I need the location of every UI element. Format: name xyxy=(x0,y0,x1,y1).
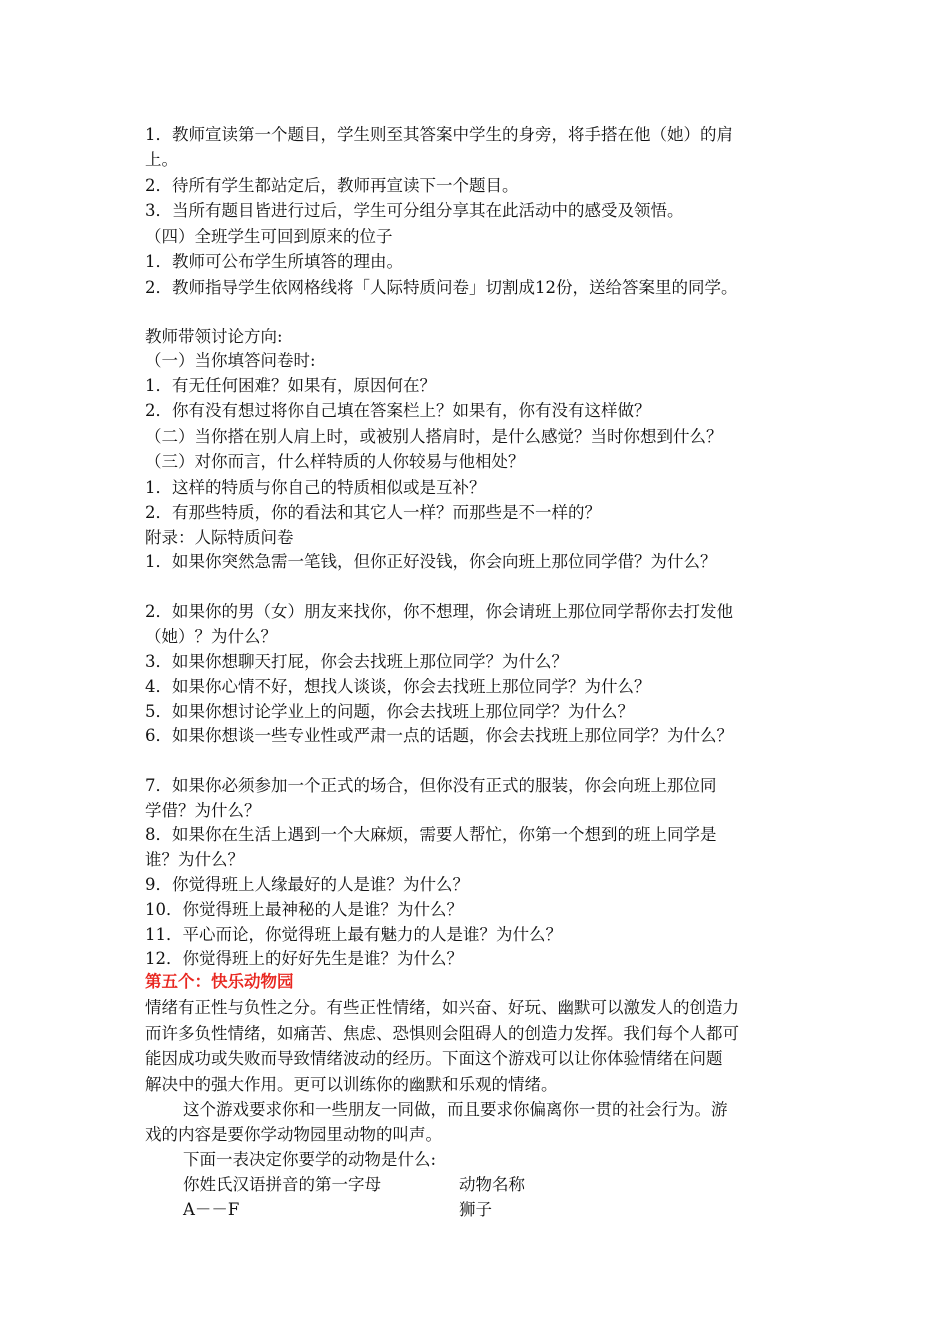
table-header-letter: 你姓氏汉语拼音的第一字母 xyxy=(183,1175,381,1194)
text-line: 4．如果你心情不好，想找人谈谈，你会去找班上那位同学？为什么？ xyxy=(145,677,651,696)
text-line: 10．你觉得班上最神秘的人是谁？为什么？ xyxy=(145,900,463,919)
table-cell-letter: A－－F xyxy=(183,1200,240,1219)
paragraph-line: 能因成功或失败而导致情绪波动的经历。下面这个游戏可以让你体验情绪在问题 xyxy=(145,1049,723,1068)
text-line: （一）当你填答问卷时: xyxy=(145,351,316,370)
text-line: 上。 xyxy=(145,150,178,169)
table-cell-animal: 狮子 xyxy=(459,1200,492,1219)
text-line: 7．如果你必须参加一个正式的场合，但你没有正式的服装，你会向班上那位同 xyxy=(145,776,717,795)
text-line: 1．有无任何困难？如果有，原因何在？ xyxy=(145,376,436,395)
paragraph-line: 而许多负性情绪，如痛苦、焦虑、恐惧则会阻碍人的创造力发挥。我们每个人都可 xyxy=(145,1024,739,1043)
paragraph-line: 解决中的强大作用。更可以训练你的幽默和乐观的情绪。 xyxy=(145,1075,558,1094)
text-line: （二）当你搭在别人肩上时，或被别人搭肩时，是什么感觉？当时你想到什么？ xyxy=(145,427,723,446)
text-line: 附录：人际特质问卷 xyxy=(145,528,294,547)
text-line: 2．教师指导学生依网格线将「人际特质问卷」切割成12份，送给答案里的同学。 xyxy=(145,278,738,297)
text-line: 2．你有没有想过将你自己填在答案栏上？如果有，你有没有这样做？ xyxy=(145,401,651,420)
text-line: （她）？为什么？ xyxy=(145,627,277,646)
table-header-animal: 动物名称 xyxy=(459,1175,525,1194)
paragraph-line: 下面一表决定你要学的动物是什么: xyxy=(183,1150,437,1169)
paragraph-line: 情绪有正性与负性之分。有些正性情绪，如兴奋、好玩、幽默可以激发人的创造力 xyxy=(145,998,739,1017)
text-line: 12．你觉得班上的好好先生是谁？为什么？ xyxy=(145,949,463,968)
section-heading: 第五个：快乐动物园 xyxy=(145,972,294,991)
text-line: （三）对你而言，什么样特质的人你较易与他相处？ xyxy=(145,452,525,471)
text-line: 8．如果你在生活上遇到一个大麻烦，需要人帮忙，你第一个想到的班上同学是 xyxy=(145,825,717,844)
text-line: 6．如果你想谈一些专业性或严肃一点的话题，你会去找班上那位同学？为什么？ xyxy=(145,726,733,745)
text-line: 谁？为什么？ xyxy=(145,850,244,869)
text-line: 1．教师可公布学生所填答的理由。 xyxy=(145,252,403,271)
text-line: 教师带领讨论方向: xyxy=(145,327,283,346)
text-line: 2．有那些特质，你的看法和其它人一样？而那些是不一样的？ xyxy=(145,503,601,522)
text-line: 5．如果你想讨论学业上的问题，你会去找班上那位同学？为什么？ xyxy=(145,702,634,721)
text-line: 2．如果你的男（女）朋友来找你，你不想理，你会请班上那位同学帮你去打发他 xyxy=(145,602,733,621)
text-line: 3．如果你想聊天打屁，你会去找班上那位同学？为什么？ xyxy=(145,652,568,671)
text-line: 1．如果你突然急需一笔钱，但你正好没钱，你会向班上那位同学借？为什么？ xyxy=(145,552,717,571)
text-line: 学借？为什么？ xyxy=(145,801,261,820)
text-line: 1．这样的特质与你自己的特质相似或是互补？ xyxy=(145,478,486,497)
text-line: （四）全班学生可回到原来的位子 xyxy=(145,227,393,246)
paragraph-line: 戏的内容是要你学动物园里动物的叫声。 xyxy=(145,1125,442,1144)
text-line: 3．当所有题目皆进行过后，学生可分组分享其在此活动中的感受及领悟。 xyxy=(145,201,684,220)
text-line: 9．你觉得班上人缘最好的人是谁？为什么？ xyxy=(145,875,469,894)
text-line: 1．教师宣读第一个题目，学生则至其答案中学生的身旁，将手搭在他（她）的肩 xyxy=(145,125,733,144)
text-line: 11．平心而论，你觉得班上最有魅力的人是谁？为什么？ xyxy=(145,925,562,944)
text-line: 2．待所有学生都站定后，教师再宣读下一个题目。 xyxy=(145,176,519,195)
paragraph-line: 这个游戏要求你和一些朋友一同做，而且要求你偏离你一贯的社会行为。游 xyxy=(183,1100,728,1119)
